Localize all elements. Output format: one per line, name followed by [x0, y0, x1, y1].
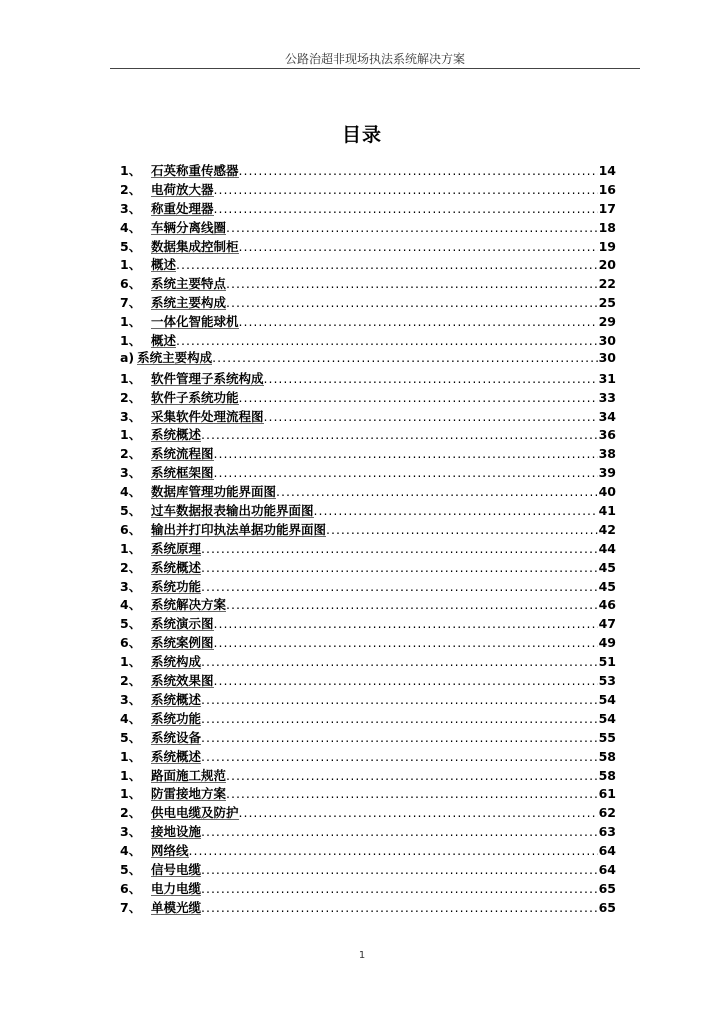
- toc-entry[interactable]: [120, 161, 616, 180]
- toc-entry-number: 3、: [120, 824, 142, 840]
- toc-entry-number: 3、: [120, 200, 142, 216]
- toc-entry-label[interactable]: 网络线: [151, 843, 189, 859]
- toc-entry-number: 5、: [120, 616, 142, 632]
- toc-entry-label[interactable]: 系统功能: [151, 710, 202, 726]
- toc-dot-leader: [214, 635, 598, 650]
- toc-entry-label[interactable]: 系统原理: [151, 540, 202, 556]
- toc-dot-leader: [201, 692, 598, 707]
- toc-dot-leader: [201, 862, 598, 877]
- toc-entry-page: 45: [598, 578, 616, 594]
- toc-entry-page: 54: [598, 691, 616, 707]
- toc-entry-number: 3、: [120, 691, 142, 707]
- toc-dot-leader: [214, 182, 598, 197]
- toc-entry-number: 5、: [120, 238, 142, 254]
- toc-entry-number: 4、: [120, 219, 142, 235]
- toc-dot-leader: [226, 786, 598, 801]
- toc-entry-label[interactable]: 系统流程图: [151, 446, 214, 462]
- toc-entry-label[interactable]: 一体化智能球机: [151, 314, 239, 330]
- toc-dot-leader: [239, 163, 598, 178]
- toc-entry-label[interactable]: 系统主要特点: [151, 276, 227, 292]
- toc-entry-page: 30: [598, 333, 616, 349]
- toc-entry-page: 36: [598, 427, 616, 443]
- toc-entry[interactable]: [120, 784, 616, 803]
- toc-dot-leader: [239, 314, 598, 329]
- toc-entry-number: 1、: [120, 654, 142, 670]
- toc-entry[interactable]: [120, 879, 616, 898]
- toc-entry-page: 51: [598, 654, 616, 670]
- toc-dot-leader: [189, 843, 598, 858]
- toc-entry-label[interactable]: 电力电缆: [151, 880, 202, 896]
- toc-entry[interactable]: [120, 407, 616, 426]
- toc-entry-number: 2、: [120, 389, 142, 405]
- toc-dot-leader: [326, 522, 598, 537]
- toc-entry[interactable]: [120, 539, 616, 558]
- toc-entry-page: 53: [598, 673, 616, 689]
- toc-dot-leader: [201, 749, 598, 764]
- toc-entry[interactable]: [120, 463, 616, 482]
- toc-entry-page: 62: [598, 805, 616, 821]
- toc-dot-leader: [239, 390, 598, 405]
- toc-entry-number: 4、: [120, 484, 142, 500]
- toc-entry-page: 14: [598, 163, 616, 178]
- toc-dot-leader: [201, 730, 598, 745]
- table-of-contents: [120, 161, 616, 917]
- toc-dot-leader: [201, 900, 598, 915]
- toc-entry[interactable]: [120, 520, 616, 539]
- toc-entry-label[interactable]: 概述: [151, 333, 177, 349]
- toc-entry[interactable]: [120, 690, 616, 709]
- toc-entry-label[interactable]: 概述: [151, 257, 177, 273]
- toc-entry[interactable]: [120, 350, 616, 369]
- toc-entry-page: 33: [598, 389, 616, 405]
- toc-entry-label[interactable]: 系统主要构成: [151, 295, 227, 311]
- toc-entry-page: 55: [598, 729, 616, 745]
- toc-entry-label[interactable]: 电荷放大器: [151, 181, 214, 197]
- toc-entry-page: 18: [598, 219, 616, 235]
- toc-dot-leader: [214, 465, 598, 480]
- toc-entry-page: 45: [598, 559, 616, 575]
- toc-entry-number: 6、: [120, 635, 142, 651]
- toc-entry-label[interactable]: 车辆分离线圈: [151, 219, 227, 235]
- toc-dot-leader: [201, 654, 598, 669]
- toc-entry-number: 7、: [120, 899, 142, 915]
- toc-entry-page: 46: [598, 597, 616, 613]
- toc-entry-number: 1、: [120, 427, 142, 443]
- toc-title: 目录: [341, 124, 382, 146]
- toc-entry-label[interactable]: 接地设施: [151, 824, 202, 840]
- toc-entry[interactable]: [120, 671, 616, 690]
- toc-entry-page: 30: [598, 349, 616, 365]
- toc-entry-label[interactable]: 系统效果图: [151, 673, 214, 689]
- toc-entry[interactable]: [120, 841, 616, 860]
- toc-entry-page: 49: [598, 635, 616, 651]
- toc-entry-label[interactable]: 单模光缆: [151, 899, 202, 915]
- toc-entry[interactable]: [120, 199, 616, 218]
- toc-entry[interactable]: [120, 822, 616, 841]
- toc-entry[interactable]: [120, 331, 616, 350]
- toc-entry[interactable]: [120, 633, 616, 652]
- toc-entry-number: 5、: [120, 861, 142, 877]
- toc-entry-number: 5、: [120, 503, 142, 519]
- toc-entry-page: 39: [598, 465, 616, 481]
- toc-entry-number: 1、: [120, 748, 142, 764]
- toc-entry-label[interactable]: 采集软件处理流程图: [151, 408, 264, 424]
- toc-entry-page: 41: [598, 503, 616, 519]
- toc-entry-page: 63: [598, 824, 616, 840]
- toc-entry[interactable]: [120, 444, 616, 463]
- toc-entry-page: 65: [598, 899, 616, 915]
- toc-entry-label[interactable]: 系统案例图: [151, 635, 214, 651]
- toc-entry-number: 5、: [120, 729, 142, 745]
- toc-entry-page: 58: [598, 748, 616, 764]
- toc-dot-leader: [314, 503, 598, 518]
- toc-dot-leader: [176, 333, 598, 348]
- toc-dot-leader: [214, 446, 598, 461]
- toc-entry[interactable]: [120, 898, 616, 917]
- toc-entry[interactable]: [120, 860, 616, 879]
- toc-entry-label[interactable]: 供电电缆及防护: [151, 805, 239, 821]
- toc-dot-leader: [201, 824, 598, 839]
- toc-entry[interactable]: [120, 180, 616, 199]
- toc-entry-number: 4、: [120, 843, 142, 859]
- toc-entry-number: 6、: [120, 880, 142, 896]
- page-header: 公路治超非现场执法系统解决方案: [284, 52, 465, 66]
- toc-entry-label[interactable]: 系统概述: [151, 691, 202, 707]
- toc-dot-leader: [201, 579, 598, 594]
- toc-entry-page: 61: [598, 786, 616, 802]
- toc-entry-number: 7、: [120, 295, 142, 311]
- toc-entry-number: 3、: [120, 578, 142, 594]
- toc-entry-page: 64: [598, 861, 616, 877]
- toc-entry[interactable]: [120, 558, 616, 577]
- toc-dot-leader: [239, 805, 598, 820]
- toc-entry-label[interactable]: 系统概述: [151, 748, 202, 764]
- toc-entry-label[interactable]: 系统设备: [151, 729, 202, 745]
- toc-entry-label[interactable]: 软件子系统功能: [151, 389, 239, 405]
- toc-entry-page: 34: [598, 408, 616, 424]
- toc-entry[interactable]: [120, 255, 616, 274]
- toc-entry-number: 3、: [120, 465, 142, 481]
- toc-dot-leader: [201, 541, 598, 556]
- toc-entry-label[interactable]: 数据库管理功能界面图: [151, 484, 277, 500]
- toc-entry-number: 1、: [120, 786, 142, 802]
- toc-entry-number: 1、: [120, 540, 142, 556]
- toc-entry[interactable]: [120, 577, 616, 596]
- toc-entry-label[interactable]: 称重处理器: [151, 200, 214, 216]
- toc-dot-leader: [201, 560, 598, 575]
- toc-entry[interactable]: [120, 218, 616, 237]
- toc-dot-leader: [226, 597, 598, 612]
- toc-entry[interactable]: [120, 803, 616, 822]
- toc-entry-number: 2、: [120, 181, 142, 197]
- toc-dot-leader: [214, 201, 598, 216]
- toc-entry-page: 16: [598, 181, 616, 197]
- toc-entry-number: 6、: [120, 276, 142, 292]
- toc-entry-page: 44: [598, 540, 616, 556]
- toc-entry-label[interactable]: 信号电缆: [151, 861, 202, 877]
- toc-entry-page: 22: [598, 276, 616, 292]
- toc-entry[interactable]: [120, 501, 616, 520]
- toc-dot-leader: [214, 616, 598, 631]
- toc-entry[interactable]: [120, 747, 616, 766]
- toc-entry[interactable]: [120, 312, 616, 331]
- toc-entry-page: 40: [598, 484, 616, 500]
- header-rule: [110, 68, 640, 69]
- toc-entry[interactable]: [120, 652, 616, 671]
- toc-entry[interactable]: [120, 766, 616, 785]
- toc-entry-number: 1、: [120, 333, 142, 349]
- toc-entry-label[interactable]: 系统框架图: [151, 465, 214, 481]
- toc-entry[interactable]: [120, 482, 616, 501]
- toc-entry-number: a): [120, 349, 135, 365]
- toc-entry-label[interactable]: 系统解决方案: [151, 597, 227, 613]
- toc-entry-page: 19: [598, 238, 616, 254]
- toc-entry-page: 31: [598, 370, 616, 386]
- toc-entry-label[interactable]: 系统概述: [151, 427, 202, 443]
- toc-entry-number: 4、: [120, 710, 142, 726]
- toc-dot-leader: [176, 257, 598, 272]
- toc-entry-page: 47: [598, 616, 616, 632]
- toc-dot-leader: [212, 350, 597, 365]
- toc-entry-number: 2、: [120, 805, 142, 821]
- toc-dot-leader: [201, 711, 598, 726]
- toc-dot-leader: [239, 239, 598, 254]
- toc-entry[interactable]: [120, 425, 616, 444]
- toc-entry-number: 1、: [120, 370, 142, 386]
- toc-entry-label[interactable]: 系统主要构成: [137, 349, 213, 365]
- toc-dot-leader: [226, 768, 598, 783]
- toc-entry[interactable]: [120, 237, 616, 256]
- toc-entry-number: 1、: [120, 257, 142, 273]
- toc-dot-leader: [201, 427, 598, 442]
- toc-entry-label[interactable]: 过车数据报表输出功能界面图: [151, 503, 314, 519]
- toc-entry-number: 3、: [120, 408, 142, 424]
- toc-dot-leader: [226, 220, 598, 235]
- toc-dot-leader: [276, 484, 598, 499]
- toc-entry-page: 25: [598, 295, 616, 311]
- toc-entry-label[interactable]: 系统概述: [151, 559, 202, 575]
- toc-entry-label[interactable]: 系统演示图: [151, 616, 214, 632]
- toc-entry[interactable]: [120, 388, 616, 407]
- toc-entry[interactable]: [120, 369, 616, 388]
- toc-entry-label[interactable]: 输出并打印执法单据功能界面图: [151, 521, 327, 537]
- toc-dot-leader: [201, 881, 598, 896]
- toc-entry-number: 1、: [120, 163, 142, 178]
- toc-entry-page: 38: [598, 446, 616, 462]
- toc-entry-page: 42: [598, 521, 616, 537]
- toc-entry-label[interactable]: 路面施工规范: [151, 767, 227, 783]
- toc-entry-page: 65: [598, 880, 616, 896]
- toc-entry-number: 6、: [120, 521, 142, 537]
- toc-dot-leader: [226, 295, 598, 310]
- toc-entry-page: 17: [598, 200, 616, 216]
- toc-entry[interactable]: [120, 274, 616, 293]
- toc-entry-label[interactable]: 系统构成: [151, 654, 202, 670]
- toc-entry-label[interactable]: 系统功能: [151, 578, 202, 594]
- toc-entry-page: 20: [598, 257, 616, 273]
- toc-entry-number: 1、: [120, 314, 142, 330]
- toc-entry-number: 4、: [120, 597, 142, 613]
- toc-entry-number: 2、: [120, 559, 142, 575]
- toc-entry-page: 58: [598, 767, 616, 783]
- toc-entry-page: 54: [598, 710, 616, 726]
- toc-dot-leader: [264, 371, 598, 386]
- toc-entry-page: 64: [598, 843, 616, 859]
- toc-entry[interactable]: [120, 595, 616, 614]
- toc-dot-leader: [226, 276, 598, 291]
- toc-entry[interactable]: [120, 709, 616, 728]
- toc-entry-number: 2、: [120, 446, 142, 462]
- toc-dot-leader: [264, 409, 598, 424]
- toc-entry-label[interactable]: 石英称重传感器: [151, 163, 239, 178]
- toc-entry[interactable]: [120, 293, 616, 312]
- toc-entry-label[interactable]: 软件管理子系统构成: [151, 370, 264, 386]
- toc-entry-label[interactable]: 防雷接地方案: [151, 786, 227, 802]
- toc-dot-leader: [214, 673, 598, 688]
- toc-entry-number: 1、: [120, 767, 142, 783]
- page-number: 1: [358, 950, 366, 961]
- toc-entry-number: 2、: [120, 673, 142, 689]
- toc-entry[interactable]: [120, 728, 616, 747]
- toc-entry[interactable]: [120, 614, 616, 633]
- toc-entry-label[interactable]: 数据集成控制柜: [151, 238, 239, 254]
- toc-entry-page: 29: [598, 314, 616, 330]
